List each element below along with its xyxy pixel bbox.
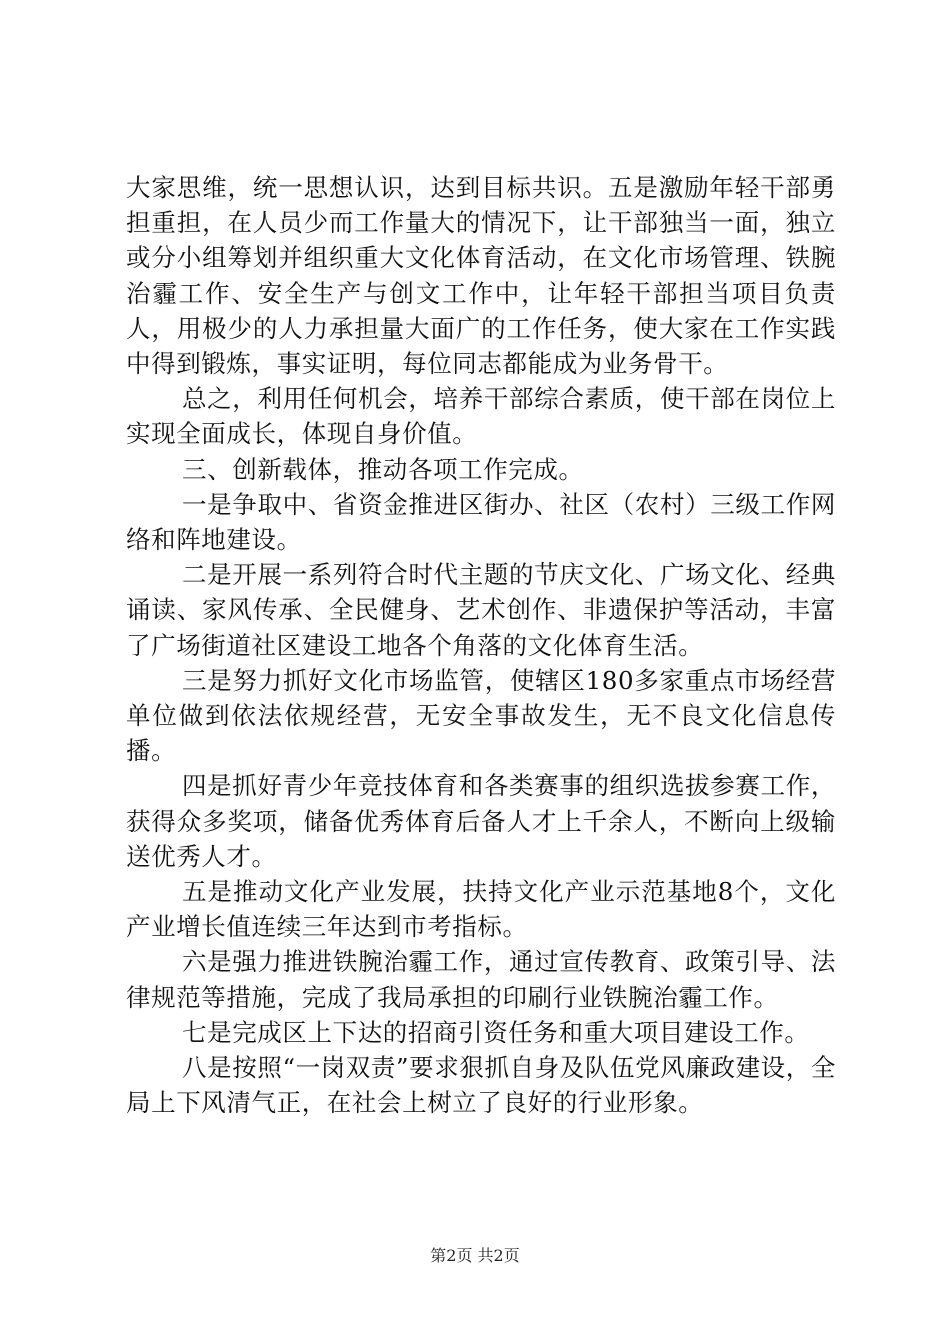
paragraph-item-8: 八是按照“一岗双责”要求狠抓自身及队伍党风廉政建设，全局上下风清气正，在社会上树立了良好的行业形象。 <box>126 1053 836 1118</box>
page-footer: 第2页 共2页 <box>430 1246 520 1265</box>
paragraph-item-4: 四是抓好青少年竞技体育和各类赛事的组织选拔参赛工作，获得众多奖项，储备优秀体育后备人才上千余人，不断向上级输送优秀人才。 <box>126 771 836 871</box>
paragraph-item-1: 一是争取中、省资金推进区街办、社区（农村）三级工作网络和阵地建设。 <box>126 489 836 555</box>
paragraph-item-2: 二是开展一系列符合时代主题的节庆文化、广场文化、经典诵读、家风传承、全民健身、艺术创作、非遗保护等活动，丰富了广场街道社区建设工地各个角落的文化体育生活。 <box>126 560 836 660</box>
paragraph-item-5: 五是推动文化产业发展，扶持文化产业示范基地8个，文化产业增长值连续三年达到市考指标。 <box>126 877 836 942</box>
paragraph-continuation: 大家思维，统一思想认识，达到目标共识。五是激励年轻干部勇担重担，在人员少而工作量大的情况下，让干部独当一面，独立或分小组筹划并组织重大文化体育活动，在文化市场管理、铁腕治霾工作、安全生产与创文工作中，让年轻干部担当项目负责人，用极少的人力承担量大面广的工作任务，使大家在工作实践中得到锻炼，事实证明，每位同志都能成为业务骨干。 <box>126 173 836 379</box>
paragraph-item-6: 六是强力推进铁腕治霾工作，通过宣传教育、政策引导、法律规范等措施，完成了我局承担的印刷行业铁腕治霾工作。 <box>126 947 836 1012</box>
paragraph-item-3: 三是努力抓好文化市场监管，使辖区180多家重点市场经营单位做到依法依规经营，无安全事故发生，无不良文化信息传播。 <box>126 665 836 766</box>
paragraph-item-7: 七是完成区上下达的招商引资任务和重大项目建设工作。 <box>182 1017 810 1047</box>
document-body <box>126 170 836 1120</box>
section-heading: 三、创新载体，推动各项工作完成。 <box>182 454 584 484</box>
paragraph-summary: 总之，利用任何机会，培养干部综合素质，使干部在岗位上实现全面成长，体现自身价值。 <box>126 384 836 449</box>
